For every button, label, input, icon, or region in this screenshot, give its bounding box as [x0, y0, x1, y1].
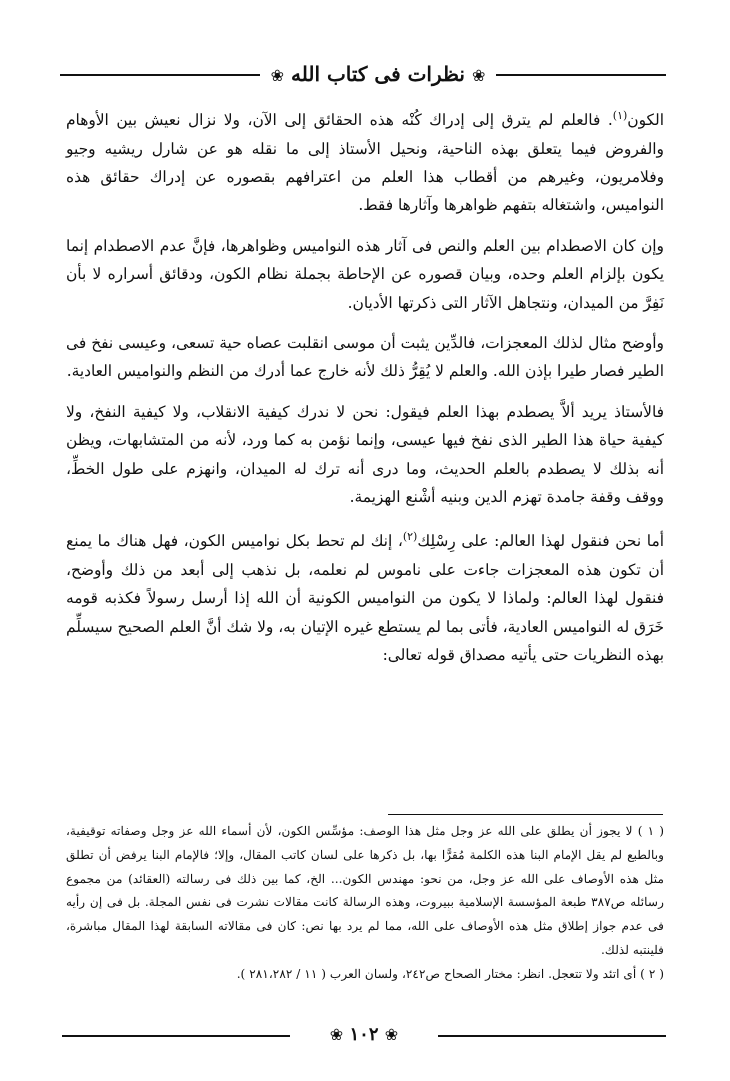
book-title: نظرات فى كتاب الله: [291, 62, 465, 86]
footnote: ( ٢ ) أى اتئد ولا تتعجل. انظر: مختار الصحاح ص٢٤٢، ولسان العرب ( ١١ / ٢٨١،٢٨٢ ).: [236, 966, 664, 981]
footnote: ( ١ ) لا يجوز أن يطلق على الله عز وجل مثل هذا الوصف: مؤسِّس الكون، لأن أسماء الله عز وجل وصفاته توقيفية، وبالطبع لم يقل الإمام البنا هذه الكلمة مُقرًّا بها، بل ذكرها على لسان كاتب المقال، وإلا؛ فالإمام البنا يرفض أن تطلق مثل هذه الأوصاف على الله عز وجل، من نحو: مهندس الكون... الخ، كما بين ذلك فى رسالته (العقائد) من مجموع رسائله ص٣٨٧ طبعة المؤسسة الإسلامية ببيروت، وهذه الرسالة كانت مقالات نشرت فى نفس المجلة. بل فى إن رأيه فى عدم جواز إطلاق مثل هذه الأوصاف على الله، مما لم يرد بها نص: كان فى مقالاته السابقة لهذا المقال مباشرة، فلينتبه لذلك.: [66, 824, 664, 957]
flower-ornament-icon: ❀: [329, 1025, 344, 1044]
paragraph-text: ، إنك لم تحط بكل نواميس الكون، فهل هناك ما يمنع أن تكون هذه المعجزات جاءت على ناموس لم نعلمه، بل نذهب إلى أبعد من ذلك وأوضح، فنقول لهذا العالم: ولماذا لا يكون من النواميس الكونية أن الله إذا أرسل رسولاً فكذبه قومه خَرَق له النواميس العادية، فأتى بما لم يستطع غيره الإتيان به، ولا شك أنَّ العلم الصحيح سيسلِّم بهذه النظريات حتى يأتيه مصداق قوله تعالى:: [66, 532, 664, 665]
footer-rule-right: [438, 1035, 666, 1037]
header-title-block: [260, 60, 496, 90]
paragraph: وأوضح مثال لذلك المعجزات، فالدِّين يثبت أن موسى انقلبت عصاه حية تسعى، وعيسى نفخ فى الطير فصار طيرا بإذن الله. والعلم لا يُقِرُّ ذلك لأنه خارج عما أدرك من النظم والنواميس العادية.: [66, 333, 664, 381]
body-text: [66, 102, 664, 682]
header-rule-left: [60, 74, 260, 76]
footnotes: [66, 820, 664, 987]
footer-rule-left: [62, 1035, 290, 1037]
paragraph-text: الكون: [627, 111, 664, 130]
paragraph-text: أما نحن فنقول لهذا العالم: على رِسْلِك: [417, 532, 664, 551]
paragraph: وإن كان الاصطدام بين العلم والنص فى آثار هذه النواميس وظواهرها، فإنَّ عدم الاصطدام إنما يكون بإلزام العلم وحده، وبيان قصوره عن الإحاطة بجملة نظام الكون، ودقائق أسراره لا بأن نَفِرَّ من الميدان، ونتجاهل الآثار التى ذكرتها الأديان.: [66, 236, 664, 312]
flower-ornament-icon: ❀: [471, 66, 486, 85]
paragraph: [66, 523, 664, 669]
paragraph: [66, 102, 664, 220]
paragraph: فالأستاذ يريد ألاَّ يصطدم بهذا العلم فيقول: نحن لا ندرك كيفية الانقلاب، ولا كيفية النفخ، ولا كيفية حياة هذا الطير الذى نفخ فيها عيسى، وإنما نؤمن به كما ورد، لأنه من المتشابهات، ويظن أنه بذلك لا يصطدم بالعلم الحديث، وما درى أنه ترك له الميدان، وانهزم على طول الخطِّ، ووقف وقفة جامدة تهزم الدين وبنيه أشْنع الهزيمة.: [66, 402, 664, 506]
page-number: ١٠٢: [349, 1024, 379, 1045]
footnote-separator: [388, 814, 663, 815]
running-header: [60, 62, 666, 86]
page-footer: [62, 1022, 666, 1046]
paragraph-text: . فالعلم لم يترق إلى إدراك كُنْه هذه الحقائق إلى الآن، ولا نزال نعيش بين الأوهام والفروض فيما يتعلق بهذه الناحية، ونحيل الأستاذ إلى ما نقله هو عن شارل ريشيه وجيو وفلامريون، وغيرهم من أقطاب هذا العلم من اعترافهم بقصوره عن إدراك حقائق هذه النواميس، واشتغاله بتفهم ظواهرها وآثارها فقط.: [66, 111, 664, 215]
flower-ornament-icon: ❀: [270, 66, 285, 85]
header-rule-right: [496, 74, 666, 76]
footnote-ref: (٢): [402, 530, 418, 544]
flower-ornament-icon: ❀: [384, 1025, 399, 1044]
footnote-ref: (١): [612, 109, 628, 122]
page-number-block: [290, 1022, 438, 1048]
